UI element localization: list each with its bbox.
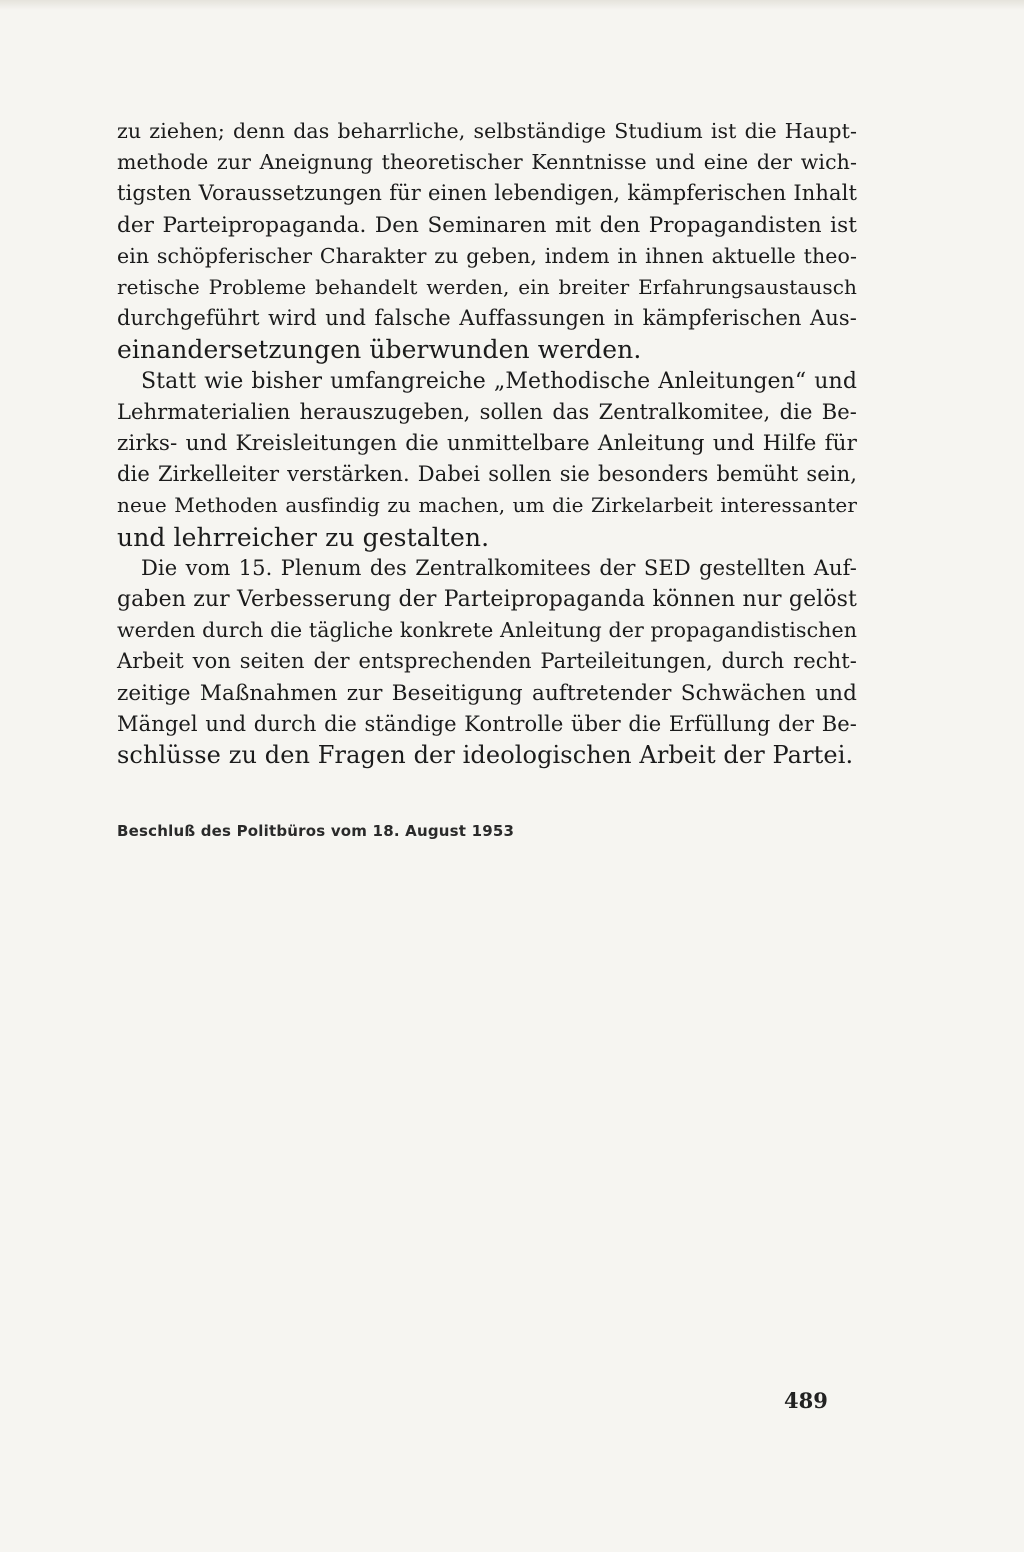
text-line: Arbeit von seiten der entsprechenden Parteileitungen, durch recht- (117, 649, 857, 674)
paragraph-3 (117, 553, 857, 771)
text-line: die Zirkelleiter verstärken. Dabei sollen sie besonders bemüht sein, (117, 462, 857, 487)
text-line: methode zur Aneignung theoretischer Kenntnisse und eine der wich- (117, 150, 857, 175)
text-line: Mängel und durch die ständige Kontrolle über die Erfüllung der Be- (117, 711, 857, 736)
text-line: durchgeführt wird und falsche Auffassungen in kämpferischen Aus- (117, 306, 857, 331)
text-line: tigsten Voraussetzungen für einen lebendigen, kämpferischen Inhalt (117, 181, 857, 206)
text-line: retische Probleme behandelt werden, ein breiter Erfahrungsaustausch (117, 275, 857, 300)
text-line: ein schöpferischer Charakter zu geben, indem in ihnen aktuelle theo- (117, 243, 857, 268)
page-number: 489 (784, 1388, 828, 1413)
text-line: zeitige Maßnahmen zur Beseitigung auftretender Schwächen und (117, 680, 857, 706)
text-line: einandersetzungen überwunden werden. (117, 335, 642, 365)
text-line: neue Methoden ausfindig zu machen, um die Zirkelarbeit interessanter (117, 493, 857, 518)
text-line: schlüsse zu den Fragen der ideologischen Arbeit der Partei. (117, 741, 854, 770)
source-note: Beschluß des Politbüros vom 18. August 1953 (117, 822, 515, 840)
text-line: und lehrreicher zu gestalten. (117, 522, 490, 552)
text-line: zu ziehen; denn das beharrliche, selbständige Studium ist die Haupt- (117, 119, 857, 143)
paragraph-1 (117, 116, 857, 366)
text-line: zirks- und Kreisleitungen die unmittelbare Anleitung und Hilfe für (117, 431, 857, 457)
text-line: werden durch die tägliche konkrete Anleitung der propagandistischen (117, 618, 857, 643)
text-line: Lehrmaterialien herauszugeben, sollen das Zentralkomitee, die Be- (117, 399, 857, 424)
scan-edge (0, 0, 1024, 10)
text-line: Die vom 15. Plenum des Zentralkomitees der SED gestellten Auf- (141, 555, 857, 580)
text-line: der Parteipropaganda. Den Seminaren mit den Propagandisten ist (117, 212, 857, 238)
text-line: Statt wie bisher umfangreiche „Methodische Anleitungen“ und (141, 368, 857, 394)
text-line: gaben zur Verbesserung der Parteipropaganda können nur gelöst (117, 587, 857, 613)
paragraph-2 (117, 366, 857, 553)
body-text (117, 116, 857, 771)
